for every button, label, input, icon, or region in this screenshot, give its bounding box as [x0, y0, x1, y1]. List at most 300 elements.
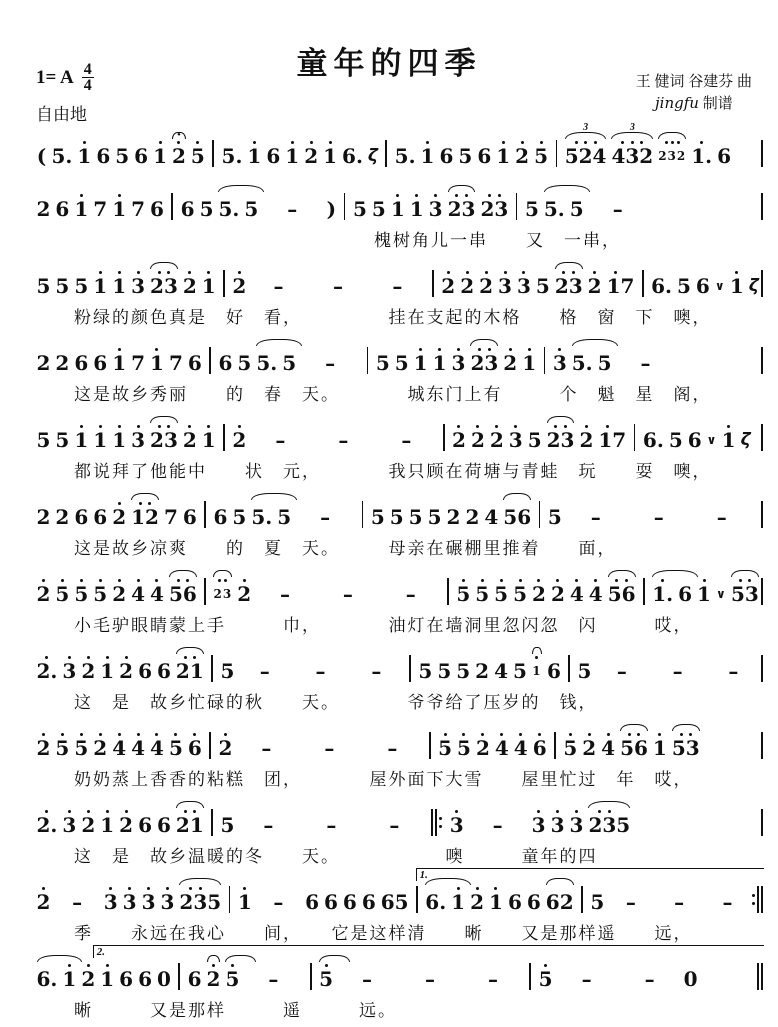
mark-space [153, 126, 167, 139]
beam-underlines [132, 528, 159, 537]
mark-space [558, 949, 616, 962]
barline [634, 424, 636, 460]
beam-underlines [157, 682, 170, 691]
barline [529, 963, 531, 999]
mark-space [517, 256, 531, 269]
note-token [451, 872, 465, 922]
beam-underlines [56, 374, 69, 383]
mark-space [730, 256, 744, 269]
note-token [395, 333, 409, 383]
mark-space [323, 126, 337, 139]
note-number: 2 [550, 582, 565, 606]
mark-space [489, 872, 503, 885]
mark-space [131, 410, 145, 423]
note-number: 2 [503, 351, 518, 375]
beam-underlines [610, 913, 652, 922]
barline [761, 193, 763, 229]
mark-space [717, 126, 731, 139]
barline [761, 578, 763, 614]
beam-underlines [709, 682, 758, 691]
mark-space [100, 949, 114, 962]
note-token [439, 126, 453, 176]
mark-space [55, 410, 69, 423]
beam-underlines [180, 913, 220, 922]
beam-underlines [410, 220, 423, 229]
breath-mark-icon [706, 431, 717, 447]
mark-space [123, 872, 137, 885]
note-token [104, 872, 118, 922]
note-number: 5. [571, 351, 593, 375]
duration-dash [300, 718, 358, 768]
note-number: – [273, 274, 284, 298]
lyrics-line: 小毛驴眼睛蒙上手 巾， 油灯在墙洞里忽闪忽 闪 哎， [74, 616, 693, 635]
beam-underlines [246, 990, 302, 999]
mark-space [579, 410, 593, 423]
beam-underlines [378, 451, 434, 460]
beam-underlines [566, 167, 606, 176]
barline [447, 578, 449, 614]
duration-dash [363, 718, 421, 768]
note-token [172, 126, 186, 176]
mark-space [503, 333, 517, 346]
mark-space [314, 410, 372, 423]
note-token [509, 410, 523, 460]
note-number: 5 [538, 967, 553, 991]
beam-underlines [181, 220, 194, 229]
mark-space [131, 718, 145, 731]
note-number: 5 [677, 274, 691, 298]
beam-underlines [52, 167, 72, 176]
mark-space [376, 333, 390, 346]
note-token [157, 795, 171, 845]
mark-space [452, 333, 466, 346]
staff-line [34, 872, 768, 922]
mark-space [553, 333, 567, 346]
note-number: 5 [36, 428, 51, 452]
beam-underlines [169, 374, 182, 383]
note-number: 5. [256, 351, 278, 375]
key-label: 1= A [36, 66, 74, 88]
note-token [93, 410, 107, 460]
mark-space [138, 949, 152, 962]
note-number: 6 [134, 144, 149, 168]
beam-underlines [608, 605, 635, 614]
duration-dash [693, 487, 751, 537]
note-token [611, 122, 654, 176]
note-number: – [361, 967, 372, 991]
note-number: 3 [122, 890, 137, 914]
tie-arc-icon [652, 564, 673, 577]
mark-space [93, 410, 107, 423]
beam-underlines [622, 990, 678, 999]
beam-underlines [707, 913, 749, 922]
duration-dash [319, 564, 377, 614]
beam-underlines [112, 297, 125, 306]
barline [409, 655, 411, 691]
mark-space [74, 410, 88, 423]
beam-underlines [362, 913, 375, 922]
note-number: 3 [531, 813, 546, 837]
mark-space [160, 872, 174, 885]
mark-space [222, 126, 243, 139]
note-token [115, 126, 129, 176]
note-number: 1 [451, 890, 466, 914]
note-number: 4 [150, 736, 164, 760]
beam-underlines [684, 990, 697, 999]
fermata-icon [172, 126, 186, 139]
beam-underlines [479, 297, 492, 306]
note-number: 2 [55, 351, 70, 375]
note-number: 4 [150, 582, 164, 606]
mark-space [202, 410, 216, 423]
mark-space [696, 256, 710, 269]
note-token [429, 179, 443, 229]
note-token [717, 126, 731, 176]
mark-space [353, 179, 367, 192]
note-token [112, 564, 126, 614]
slur-arc-icon [565, 132, 607, 139]
beam-underlines [138, 836, 151, 845]
mark-space [617, 333, 675, 346]
mark-space [74, 333, 88, 346]
mark-space [62, 641, 76, 654]
mark-space [119, 795, 133, 808]
beam-underlines [476, 605, 489, 614]
repeat-begin-barline [431, 809, 442, 845]
staff-line [34, 333, 768, 383]
mark-space [475, 641, 489, 654]
staff-line [34, 564, 768, 614]
note-number: 1 [697, 582, 711, 606]
note-number: 2 [465, 505, 480, 529]
note-token [437, 641, 451, 691]
note-number: 5 [524, 197, 539, 221]
beam-underlines [238, 374, 251, 383]
mark-space [643, 410, 664, 423]
beam-underlines [315, 451, 371, 460]
mark-space [319, 564, 377, 577]
note-token [476, 718, 490, 768]
mark-space [55, 487, 69, 500]
beam-underlines [450, 836, 463, 845]
beam-underlines [498, 297, 511, 306]
note-token [517, 256, 531, 306]
note-number: – [625, 890, 636, 914]
note-number: 2 [182, 274, 197, 298]
barline [212, 140, 214, 176]
note-number: 5 [563, 736, 578, 760]
note-number: – [320, 505, 331, 529]
mark-space [452, 410, 466, 423]
beam-underlines [447, 528, 460, 537]
mark-space [300, 718, 358, 731]
beam-underlines [601, 759, 614, 768]
note-number: – [325, 351, 336, 375]
note-number: 3 [552, 351, 567, 375]
beam-underlines [588, 297, 601, 306]
beam-underlines [221, 682, 234, 691]
triplet-mark [565, 122, 607, 139]
note-token [119, 949, 133, 999]
barline [429, 732, 431, 768]
mark-space [93, 718, 107, 731]
mark-space [188, 718, 202, 731]
note-token [37, 487, 51, 537]
note-token [282, 333, 296, 383]
tie-arc-icon [319, 949, 333, 962]
note-token [588, 256, 602, 306]
barline [432, 270, 434, 306]
note-token [112, 333, 126, 383]
mark-space [55, 872, 98, 885]
duration-dash [311, 256, 365, 306]
mark-space [678, 564, 692, 577]
beam-underlines [172, 167, 185, 176]
duration-dash [617, 333, 675, 383]
note-token [730, 256, 744, 306]
note-number: 5 [513, 582, 528, 606]
beam-underlines [694, 528, 750, 537]
beam-underlines [368, 167, 378, 176]
note-number: 6. [36, 967, 58, 991]
beam-underlines [533, 759, 546, 768]
beam-underlines [101, 682, 114, 691]
note-number: 5 [513, 659, 527, 683]
note-token [181, 179, 195, 229]
note-number: 5 [569, 197, 584, 221]
beam-underlines [365, 759, 421, 768]
note-number: 5 [389, 505, 404, 529]
note-token [539, 949, 553, 999]
slur-arc-icon [169, 570, 197, 577]
beam-underlines [297, 528, 353, 537]
beam-underlines [82, 682, 95, 691]
note-token [55, 256, 69, 306]
note-token [150, 718, 164, 768]
beam-underlines [395, 167, 415, 176]
mark-space [74, 564, 88, 577]
octave-dots [663, 139, 681, 146]
note-number: 5. [51, 144, 73, 168]
barline [643, 578, 645, 614]
mark-space [688, 410, 702, 423]
duration-dash [621, 949, 679, 999]
note-number: 3 [449, 813, 464, 837]
mark-space [157, 949, 171, 962]
note-number: – [326, 813, 337, 837]
slur-arc-icon [672, 718, 700, 731]
beam-underlines [513, 682, 526, 691]
note-token [601, 718, 615, 768]
note-number: 1 [74, 197, 89, 221]
note-number: 2 [36, 582, 51, 606]
beam-underlines [572, 374, 592, 383]
duration-dash [401, 949, 459, 999]
note-token [169, 564, 197, 614]
beam-underlines [677, 297, 690, 306]
note-token [93, 718, 107, 768]
note-number: 6 [695, 274, 710, 298]
note-number: 17 [598, 428, 627, 452]
repeat-dots [752, 886, 755, 913]
note-number: 5 [282, 351, 297, 375]
beam-underlines [514, 759, 527, 768]
beam-underlines [233, 297, 246, 306]
note-number: – [492, 813, 503, 837]
duration-dash [351, 641, 402, 691]
note-token [669, 410, 683, 460]
beam-underlines [324, 913, 337, 922]
note-number: 5 [418, 659, 433, 683]
note-number: 6 [266, 144, 281, 168]
beam-underlines [570, 836, 583, 845]
mark-space [213, 487, 227, 500]
note-token [503, 333, 517, 383]
mark-space [112, 179, 126, 192]
eighth-rest-icon [368, 126, 378, 176]
beam-underlines [37, 605, 50, 614]
mark-space [477, 126, 491, 139]
note-number: 2 [36, 736, 51, 760]
volta-label: 2. [96, 946, 105, 958]
mark-space [81, 949, 95, 962]
beam-underlines [470, 913, 483, 922]
note-number: 5 [319, 967, 333, 991]
note-token [471, 410, 485, 460]
note-number: 56 [503, 505, 532, 529]
beam-underlines [170, 605, 197, 614]
beam-underlines [414, 374, 427, 383]
mark-space [471, 410, 485, 423]
beam-underlines [257, 374, 277, 383]
mark-space [570, 179, 584, 192]
octave-dots [534, 654, 540, 661]
slur-arc-icon [176, 801, 204, 808]
note-token [421, 126, 435, 176]
mark-space [464, 949, 522, 962]
beam-underlines [428, 528, 441, 537]
beam-underlines [202, 451, 215, 460]
mark-space [578, 641, 592, 654]
note-number: 6 [138, 659, 152, 683]
note-number: 2 [446, 505, 461, 529]
mark-space [257, 872, 300, 885]
duration-dash [251, 256, 305, 306]
beam-underlines [241, 836, 297, 845]
beam-underlines [513, 605, 526, 614]
beam-underlines [183, 451, 196, 460]
note-token [608, 564, 636, 614]
mark-space [536, 256, 550, 269]
mark-space [62, 795, 76, 808]
note-number: – [487, 967, 498, 991]
note-number: 2 [515, 144, 530, 168]
beam-underlines [183, 297, 196, 306]
mark-space [372, 179, 386, 192]
mark-space [37, 718, 51, 731]
beam-underlines [688, 451, 701, 460]
mark-space [112, 487, 126, 500]
beam-underlines [94, 605, 107, 614]
note-token [498, 256, 512, 306]
note-token [153, 126, 167, 176]
note-token [55, 487, 69, 537]
breath-mark-icon: ∨ [715, 587, 726, 601]
mark-space [96, 126, 110, 139]
note-number: 432 [611, 144, 654, 168]
mark-space [115, 126, 129, 139]
note-number: 1 [74, 428, 89, 452]
beam-underlines [327, 220, 337, 229]
slur-arc-icon [131, 493, 159, 500]
mark-space [55, 333, 69, 346]
note-token [324, 872, 338, 922]
note-token [202, 256, 216, 306]
beam-underlines [678, 605, 691, 614]
note-number: 7 [131, 351, 146, 375]
mark-space [609, 872, 652, 885]
beam-underlines [94, 374, 107, 383]
note-number: – [387, 736, 398, 760]
time-signature [82, 62, 94, 93]
slur-arc-icon [731, 564, 759, 577]
beam-underlines [532, 836, 545, 845]
note-token [304, 126, 318, 176]
note-number: 5. [251, 505, 273, 529]
beam-underlines [112, 220, 125, 229]
note-token [207, 949, 221, 999]
note-token [428, 487, 442, 537]
note-number: ) [326, 197, 337, 221]
note-number: 6 [477, 144, 492, 168]
note-token [579, 410, 593, 460]
beam-underlines [749, 297, 759, 306]
duration-dash [377, 410, 435, 460]
mark-space [653, 718, 667, 731]
beam-underlines [82, 836, 95, 845]
mark-space [200, 179, 214, 192]
note-token [225, 949, 239, 999]
beam-underlines [37, 836, 57, 845]
music-systems [0, 122, 778, 1026]
note-number: 2. [36, 813, 58, 837]
note-token [475, 641, 489, 691]
note-number: 3 [160, 890, 175, 914]
beam-underlines [104, 913, 117, 922]
note-number: 6 [323, 890, 338, 914]
note-token [555, 256, 583, 306]
note-number: 1 [100, 967, 115, 991]
mark-space [547, 641, 561, 654]
mark-space [93, 564, 107, 577]
duration-dash [244, 949, 302, 999]
note-token [138, 641, 152, 691]
music-system [34, 256, 768, 330]
duration-dash [237, 718, 295, 768]
duration-dash [382, 564, 440, 614]
beam-underlines [94, 528, 107, 537]
beam-underlines [583, 759, 596, 768]
note-number: 2. [36, 659, 58, 683]
note-number: 7 [163, 505, 178, 529]
beam-underlines [578, 682, 591, 691]
mark-space [311, 256, 365, 269]
slur-arc-icon [448, 185, 476, 192]
beam-underlines [134, 167, 147, 176]
beam-underlines [219, 759, 232, 768]
note-number: 5 [199, 197, 214, 221]
note-token [81, 795, 95, 845]
